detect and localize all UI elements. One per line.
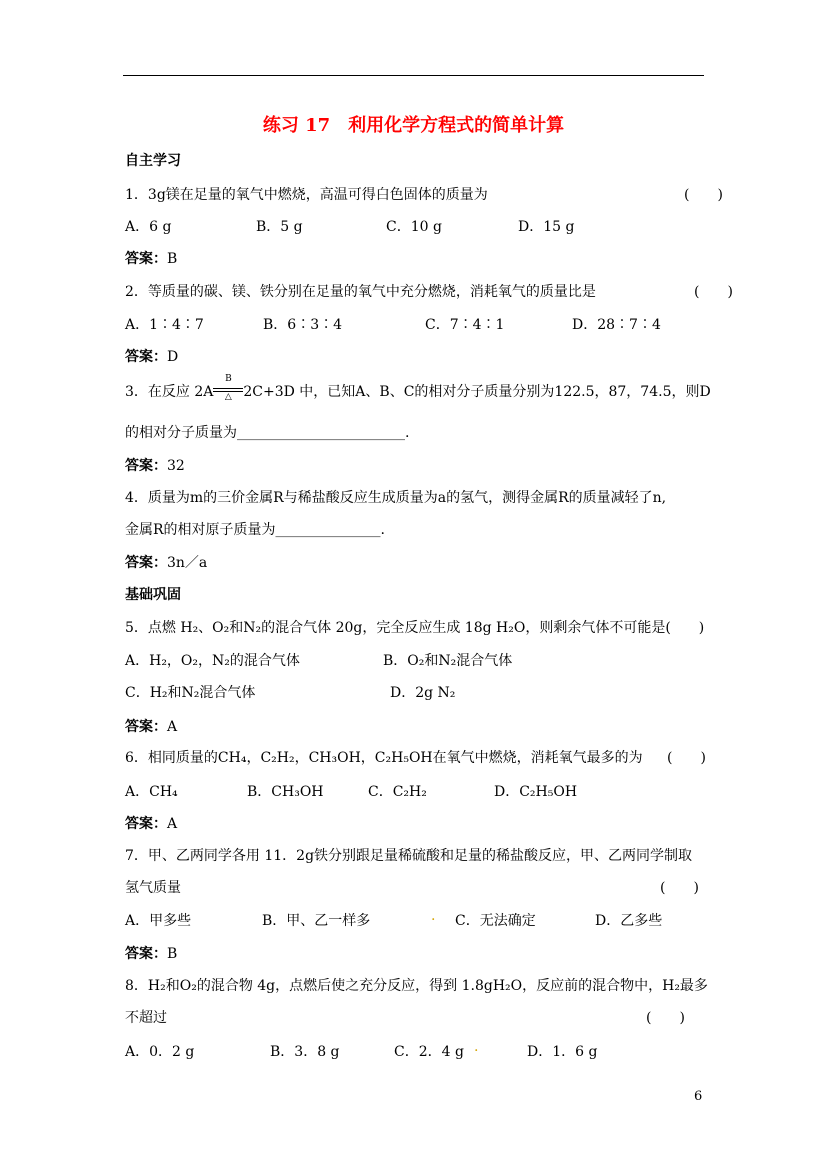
answer-label: 答案： <box>125 719 167 735</box>
question-6-option-d: D．C₂H₅OH <box>494 784 578 800</box>
question-6-option-c: C．C₂H₂ <box>368 784 427 800</box>
question-8-line-1: 8．H₂和O₂的混合物 4g，点燃后使之充分反应，得到 1.8gH₂O，反应前的混合物中，H₂最多 <box>125 978 708 994</box>
question-5-option-a: A．H₂，O₂，N₂的混合气体 <box>125 653 300 669</box>
question-1-option-c: C．10 g <box>386 219 442 235</box>
question-2-answer <box>125 346 178 366</box>
question-5-option-d: D．2g N₂ <box>390 685 456 701</box>
question-7-answer <box>125 943 177 963</box>
answer-value: B <box>167 251 178 267</box>
section-heading-consolidation: 基础巩固 <box>125 587 181 603</box>
question-7-option-c: C．无法确定 <box>455 913 536 929</box>
catalyst-label: B <box>225 374 232 384</box>
question-7-option-d: D．乙多些 <box>595 913 663 929</box>
answer-value: A <box>167 816 178 832</box>
question-7-line-2: 氢气质量 <box>125 880 181 896</box>
question-2-answer-blank: ( ) <box>694 284 733 300</box>
question-8-option-c: C．2．4 g <box>394 1044 464 1060</box>
answer-label: 答案： <box>125 946 167 962</box>
question-6-option-b: B．CH₃OH <box>247 784 324 800</box>
answer-label: 答案： <box>125 555 167 571</box>
question-8-option-b: B．3．8 g <box>270 1044 340 1060</box>
question-6-stem: 6．相同质量的CH₄，C₂H₂，CH₃OH，C₂H₅OH在氧气中燃烧，消耗氧气最多的为 <box>125 750 643 766</box>
answer-value: A <box>167 719 178 735</box>
question-4-line-1: 4．质量为m的三价金属R与稀盐酸反应生成质量为a的氢气，测得金属R的质量减轻了n, <box>125 490 667 506</box>
question-7-option-a: A．甲多些 <box>125 913 192 929</box>
question-2-stem: 2．等质量的碳、镁、铁分别在足量的氧气中充分燃烧，消耗氧气的质量比是 <box>125 284 596 300</box>
answer-label: 答案： <box>125 251 167 267</box>
question-1-answer-blank: ( ) <box>684 187 723 203</box>
question-1-option-d: D．15 g <box>518 219 575 235</box>
question-1-stem: 1．3g镁在足量的氧气中燃烧，高温可得白色固体的质量为 <box>125 187 488 203</box>
question-7-answer-blank: ( ) <box>660 880 699 896</box>
question-7-line-1: 7．甲、乙两同学各用 11．2g铁分别跟足量稀硫酸和足量的稀盐酸反应，甲、乙两同学制取 <box>125 848 693 864</box>
question-8-option-a: A．0．2 g <box>125 1044 195 1060</box>
question-2-option-a: A．1∶4∶7 <box>125 317 204 333</box>
question-8-option-d: D．1．6 g <box>527 1044 598 1060</box>
question-1-answer <box>125 248 177 268</box>
stray-mark: . <box>474 1039 479 1055</box>
answer-label: 答案： <box>125 349 167 365</box>
section-heading-self-study: 自主学习 <box>125 153 181 169</box>
question-2-option-b: B．6∶3∶4 <box>263 317 343 333</box>
header-rule <box>123 75 704 76</box>
answer-value: B <box>167 946 178 962</box>
stray-mark: . <box>431 908 436 924</box>
question-3-answer <box>125 455 185 475</box>
question-3-stem-post: 2C+3D 中，已知A、B、C的相对分子质量分别为122.5，87，74.5，则D <box>243 384 711 400</box>
question-3-stem-pre: 3．在反应 2A <box>125 384 214 400</box>
question-6-answer-blank: ( ) <box>667 750 706 766</box>
question-8-line-2: 不超过 <box>125 1010 167 1026</box>
answer-value: D <box>167 349 179 365</box>
question-6-option-a: A．CH₄ <box>125 784 178 800</box>
question-5-stem: 5．点燃 H₂、O₂和N₂的混合气体 20g，完全反应生成 18g H₂O，则剩余气体不可能是( ) <box>125 620 705 636</box>
answer-value: 32 <box>167 458 185 474</box>
question-8-answer-blank: ( ) <box>646 1010 685 1026</box>
heat-symbol: △ <box>224 392 232 402</box>
reaction-condition <box>213 374 243 402</box>
question-1-option-a: A．6 g <box>125 219 172 235</box>
page-number: 6 <box>694 1089 703 1104</box>
question-1-option-b: B．5 g <box>256 219 303 235</box>
question-2-option-d: D．28∶7∶4 <box>572 317 661 333</box>
question-3-line-2: 的相对分子质量为________________________. <box>125 425 410 441</box>
question-6-answer <box>125 813 177 833</box>
answer-label: 答案： <box>125 816 167 832</box>
question-7-option-b: B．甲、乙一样多 <box>262 913 371 929</box>
question-3-stem <box>125 374 711 402</box>
question-4-answer <box>125 552 207 572</box>
question-5-option-b: B．O₂和N₂混合气体 <box>383 653 513 669</box>
question-5-answer <box>125 716 177 736</box>
answer-value: 3n／a <box>167 555 208 571</box>
page-title: 练习 17 利用化学方程式的简单计算 <box>262 115 565 136</box>
answer-label: 答案： <box>125 458 167 474</box>
question-2-option-c: C．7∶4∶1 <box>425 317 505 333</box>
question-5-option-c: C．H₂和N₂混合气体 <box>125 685 256 701</box>
question-4-line-2: 金属R的相对原子质量为_______________. <box>125 522 385 538</box>
